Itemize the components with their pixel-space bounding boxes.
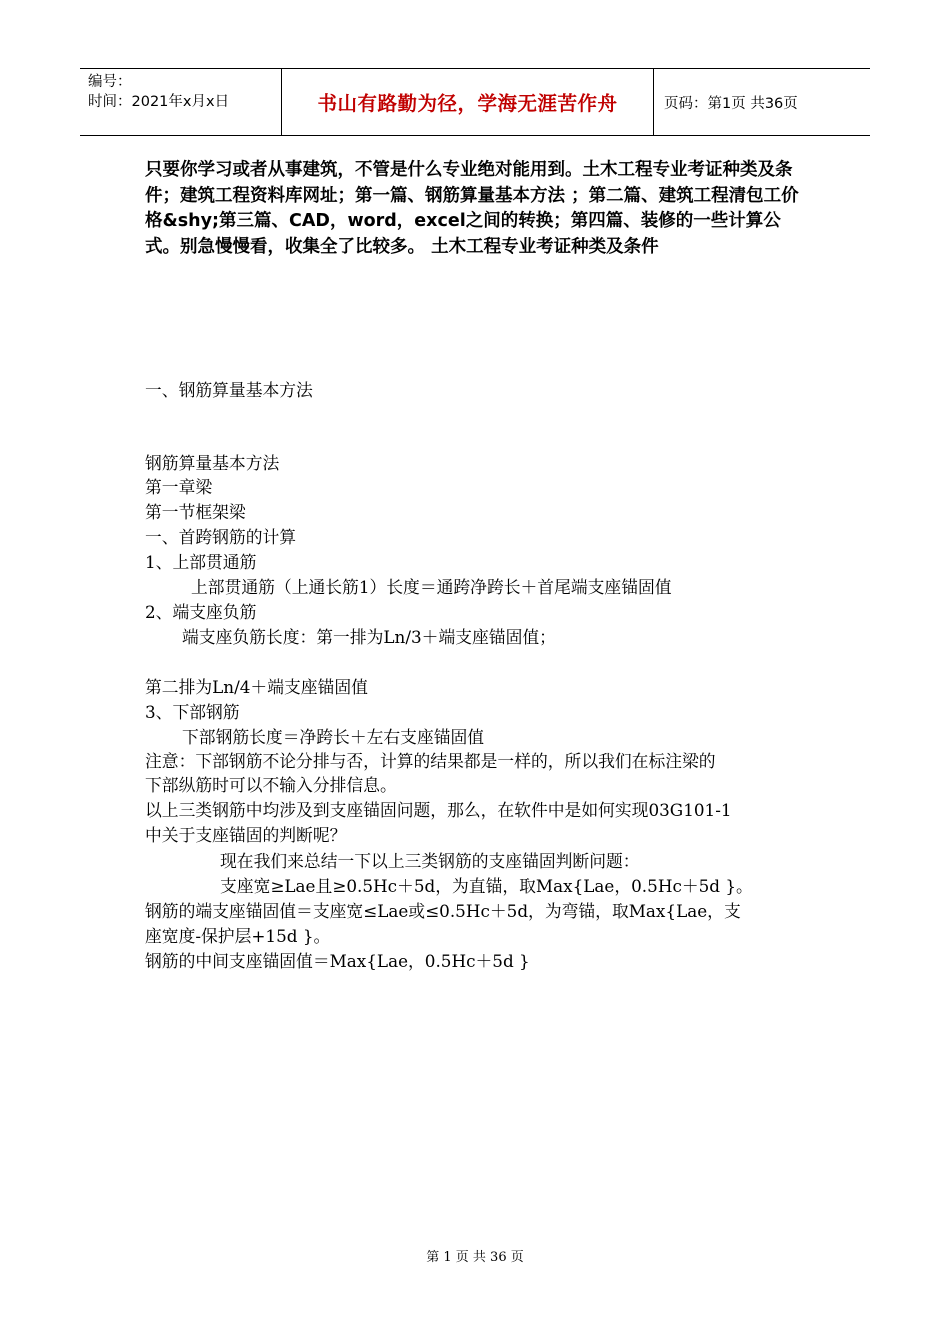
intro-paragraph: 只要你学习或者从事建筑，不管是什么专业绝对能用到。土木工程专业考证种类及条件；建筑工程资料库网址；第一篇、钢筋算量基本方法 ；第二篇、建筑工程清包工价格&shy;第三篇、CAD，word，excel之间的转换；第四篇、装修的一些计算公式。别急慢慢看，收集全了比较多。 土木工程专业考证种类及条件	[145, 160, 799, 257]
page-footer: 第 1 页 共 36 页	[426, 1250, 524, 1265]
header-page-info: 页码：第1页 共36页	[664, 95, 798, 112]
formula-line: 座宽度-保护层+15d }。	[145, 926, 331, 946]
note-line: 注意：下部钢筋不论分排与否，计算的结果都是一样的，所以我们在标注梁的	[145, 751, 716, 771]
subsection-heading: 一、首跨钢筋的计算	[145, 527, 297, 547]
body-line: 下部钢筋长度＝净跨长＋左右支座锚固值	[182, 727, 485, 747]
body-line: 以上三类钢筋中均涉及到支座锚固问题，那么，在软件中是如何实现03G101-1	[145, 800, 732, 820]
body-line: 中关于支座锚固的判断呢？	[145, 825, 347, 845]
item-heading: 2、端支座负筋	[145, 602, 257, 622]
document-date: 时间：2021年x月x日	[88, 94, 230, 110]
header-motto: 书山有路勤为径，学海无涯苦作舟	[282, 69, 654, 135]
body-line: 第二排为Ln/4＋端支座锚固值	[145, 677, 368, 697]
document-number-label: 编号：	[88, 74, 132, 90]
body-line: 现在我们来总结一下以上三类钢筋的支座锚固判断问题：	[220, 851, 640, 871]
section-title: 一、钢筋算量基本方法	[145, 380, 313, 400]
page-header	[80, 68, 870, 136]
formula-line: 支座宽≥Lae且≥0.5Hc＋5d，为直锚，取Max{Lae，0.5Hc＋5d }。	[220, 876, 753, 896]
body-line: 钢筋算量基本方法	[145, 453, 280, 473]
formula-line: 钢筋的端支座锚固值＝支座宽≤Lae或≤0.5Hc＋5d，为弯锚，取Max{Lae，支	[145, 901, 741, 921]
body-line: 上部贯通筋（上通长筋1）长度＝通跨净跨长＋首尾端支座锚固值	[191, 577, 672, 597]
item-heading: 3、下部钢筋	[145, 702, 240, 722]
note-line: 下部纵筋时可以不输入分排信息。	[145, 775, 397, 795]
header-meta	[80, 69, 282, 135]
section-heading: 第一节框架梁	[145, 502, 246, 522]
item-heading: 1、上部贯通筋	[145, 552, 257, 572]
formula-line: 钢筋的中间支座锚固值＝Max{Lae，0.5Hc＋5d }	[145, 951, 530, 971]
chapter-heading: 第一章梁	[145, 477, 213, 497]
body-line: 端支座负筋长度：第一排为Ln/3＋端支座锚固值；	[182, 627, 556, 647]
